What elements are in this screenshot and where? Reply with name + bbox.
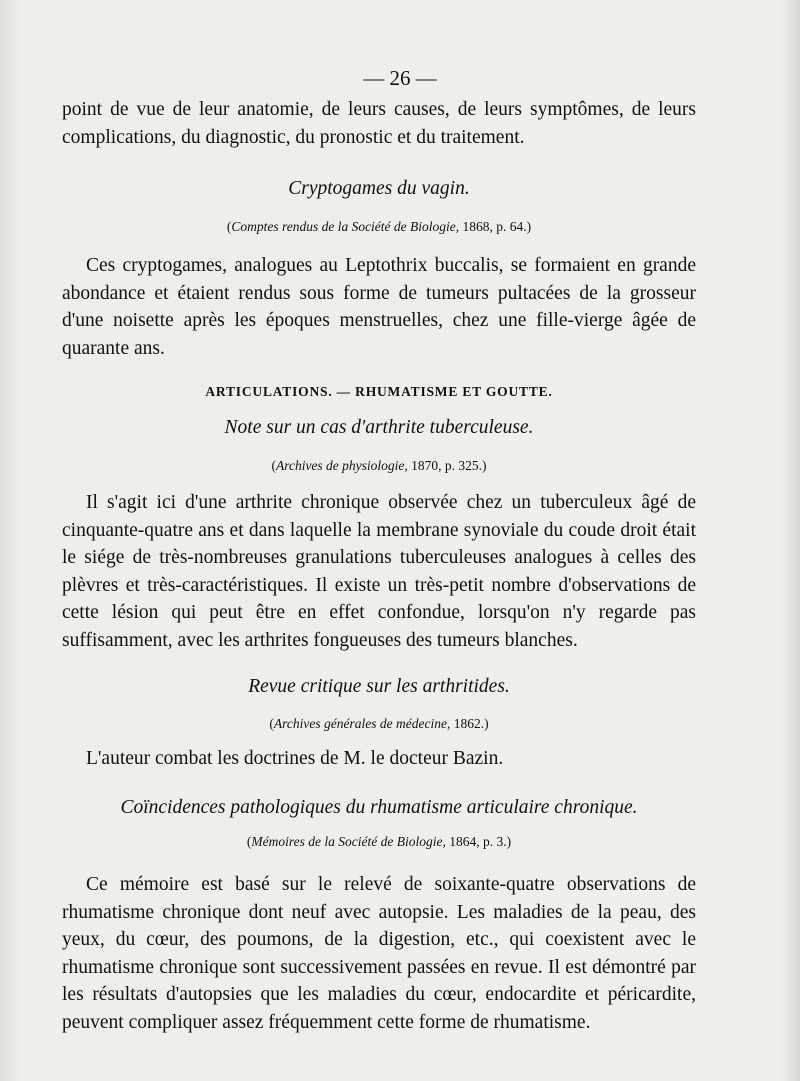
citation-detail: 1864, p. 3. [445, 834, 507, 849]
citation-source: Mémoires de la Société de Biologie, [251, 834, 446, 849]
intro-paragraph: point de vue de leur anatomie, de leurs causes, de leurs symptômes, de leurs complications, du diagnostic, du pronostic et du traitement. [62, 99, 696, 148]
page-number: — 26 — [363, 66, 437, 90]
entry-title-arthrite: Note sur un cas d'arthrite tuberculeuse. [224, 417, 534, 438]
entry-body-arthrite: Il s'agit ici d'une arthrite chronique observée chez un tuberculeux âgé de cinquante-quatre ans et dans laquelle la membrane synoviale du coude droit était le siége de très-nombreuses granulations tuberculeuses analogues à celles des plèvres et très-caractéristiques. Il existe un très-petit nombre d'observations de cette lésion qui peut être en effet confondue, lorsqu'on n'y regarde pas suffisamment, avec les arthrites fongueuses des tumeurs blanches. [62, 492, 696, 651]
entry-body-arthritides: L'auteur combat les doctrines de M. le docteur Bazin. [86, 748, 504, 769]
entry-title-arthritides: Revue critique sur les arthritides. [248, 676, 510, 697]
citation-coincidences: (Mémoires de la Société de Biologie, 1864, p. 3.) [246, 834, 512, 849]
citation-detail: 1870, p. 325. [407, 458, 483, 473]
entry-title-cryptogames: Cryptogames du vagin. [288, 178, 470, 199]
citation-detail: 1868, p. 64. [459, 219, 527, 234]
citation-detail: 1862. [450, 716, 485, 731]
citation-source: Comptes rendus de la Société de Biologie, [231, 219, 460, 234]
entry-body-coincidences: Ce mémoire est basé sur le relevé de soixante-quatre observations de rhumatisme chronique dont neuf avec autopsie. Les maladies de la peau, des yeux, du cœur, des poumons, de la digestion, etc., qui coexistent avec le rhumatisme chronique sont successivement passées en revue. Il est démontré par les résultats d'autopsies que les maladies du cœur, endocardite et péricardite, peuvent compliquer assez fréquemment cette forme de rhumatisme. [62, 874, 696, 1033]
citation-source: Archives générales de médecine, [273, 716, 451, 731]
section-heading: ARTICULATIONS. — RHUMATISME ET GOUTTE. [205, 384, 553, 399]
citation-arthrite: (Archives de physiologie, 1870, p. 325.) [271, 458, 487, 473]
citation-cryptogames: (Comptes rendus de la Société de Biologie, 1868, p. 64.) [226, 219, 532, 234]
citation-arthritides: (Archives générales de médecine, 1862.) [269, 716, 489, 731]
entry-body-cryptogames: Ces cryptogames, analogues au Leptothrix buccalis, se formaient en grande abondance et étaient rendus sous forme de tumeurs pultacées de la grosseur d'une noisette après les époques menstruelles, chez une fille-vierge âgée de quarante ans. [62, 255, 696, 359]
entry-title-coincidences: Coïncidences pathologiques du rhumatisme articulaire chronique. [120, 797, 638, 818]
citation-source: Archives de physiologie, [275, 458, 408, 473]
